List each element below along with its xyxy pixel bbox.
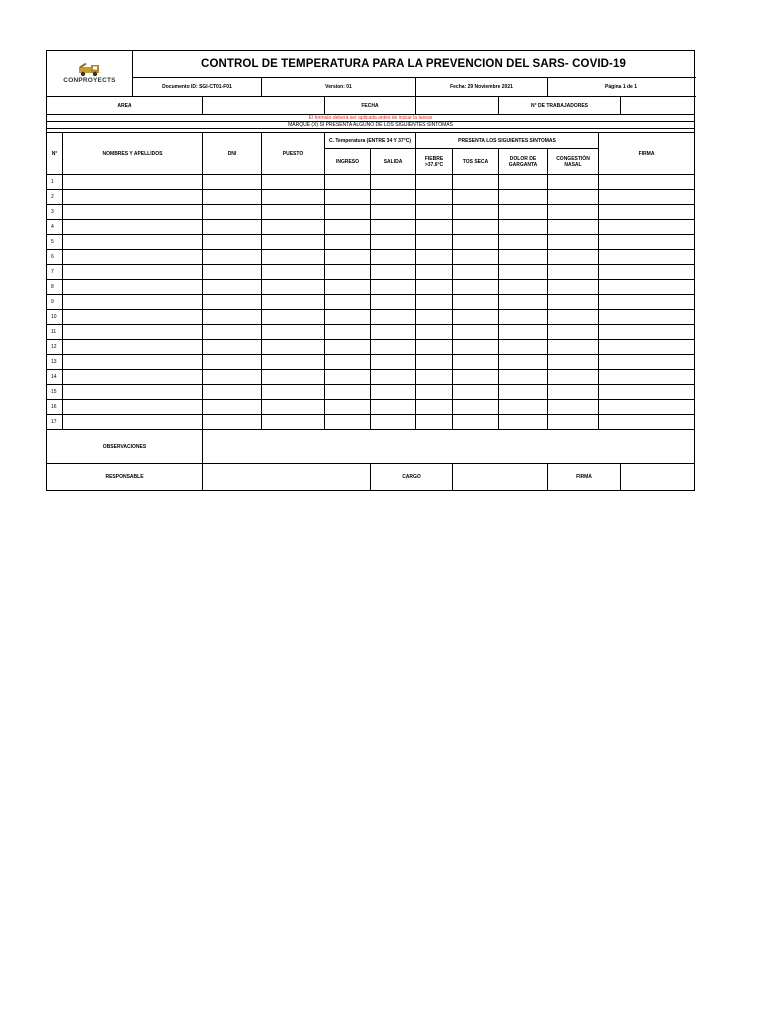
nasal-congestion-cell[interactable] [548, 235, 599, 250]
dry-cough-cell[interactable] [453, 355, 499, 370]
dni-cell[interactable] [203, 370, 262, 385]
row-number: 5 [47, 235, 63, 250]
row-number: 17 [47, 415, 63, 430]
table-row [47, 385, 695, 400]
dni-cell[interactable] [203, 310, 262, 325]
entry-temp-cell[interactable] [325, 310, 371, 325]
sore-throat-cell[interactable] [499, 220, 548, 235]
table-row [47, 250, 695, 265]
table-row [47, 325, 695, 340]
exit-temp-cell[interactable] [371, 325, 416, 340]
position-cell[interactable] [262, 400, 325, 415]
row-number: 2 [47, 190, 63, 205]
dry-cough-cell[interactable] [453, 415, 499, 430]
row-number: 11 [47, 325, 63, 340]
cargo-label: CARGO [371, 464, 453, 491]
sore-throat-cell[interactable] [499, 205, 548, 220]
col-dry-cough: TOS SECA [453, 149, 499, 175]
signature-cell[interactable] [599, 310, 695, 325]
dry-cough-cell[interactable] [453, 205, 499, 220]
names-cell[interactable] [63, 370, 203, 385]
nasal-congestion-cell[interactable] [548, 385, 599, 400]
col-entry: INGRESO [325, 149, 371, 175]
entry-temp-cell[interactable] [325, 400, 371, 415]
dry-cough-cell[interactable] [453, 235, 499, 250]
sore-throat-cell[interactable] [499, 370, 548, 385]
nasal-congestion-cell[interactable] [548, 250, 599, 265]
fever-cell[interactable] [416, 175, 453, 190]
dni-cell[interactable] [203, 205, 262, 220]
footer-signature-field[interactable] [621, 464, 695, 491]
position-cell[interactable] [262, 190, 325, 205]
nasal-congestion-cell[interactable] [548, 310, 599, 325]
entry-temp-cell[interactable] [325, 235, 371, 250]
names-cell[interactable] [63, 400, 203, 415]
names-cell[interactable] [63, 250, 203, 265]
dni-cell[interactable] [203, 175, 262, 190]
col-number: N° [47, 133, 63, 175]
sore-throat-cell[interactable] [499, 325, 548, 340]
nasal-congestion-cell[interactable] [548, 220, 599, 235]
table-row [47, 415, 695, 430]
dni-cell[interactable] [203, 400, 262, 415]
position-cell[interactable] [262, 325, 325, 340]
col-nasal-congestion [548, 149, 599, 175]
entry-temp-cell[interactable] [325, 250, 371, 265]
temperature-control-form [46, 50, 694, 491]
entry-temp-cell[interactable] [325, 325, 371, 340]
table-row [47, 355, 695, 370]
nasal-congestion-cell[interactable] [548, 190, 599, 205]
data-rows [47, 175, 695, 430]
position-cell[interactable] [262, 385, 325, 400]
row-number: 4 [47, 220, 63, 235]
entry-temp-cell[interactable] [325, 385, 371, 400]
exit-temp-cell[interactable] [371, 235, 416, 250]
sore-throat-cell[interactable] [499, 175, 548, 190]
exit-temp-cell[interactable] [371, 385, 416, 400]
fever-cell[interactable] [416, 235, 453, 250]
sore-throat-cell[interactable] [499, 400, 548, 415]
entry-temp-cell[interactable] [325, 220, 371, 235]
nasal-congestion-cell[interactable] [548, 355, 599, 370]
fever-cell[interactable] [416, 340, 453, 355]
names-cell[interactable] [63, 205, 203, 220]
sore-throat-cell[interactable] [499, 415, 548, 430]
nasal-congestion-cell[interactable] [548, 325, 599, 340]
position-cell[interactable] [262, 415, 325, 430]
table-row [47, 400, 695, 415]
responsible-field[interactable] [203, 464, 371, 491]
entry-temp-cell[interactable] [325, 190, 371, 205]
signature-cell[interactable] [599, 400, 695, 415]
exit-temp-cell[interactable] [371, 310, 416, 325]
dni-cell[interactable] [203, 325, 262, 340]
fever-cell[interactable] [416, 205, 453, 220]
dni-cell[interactable] [203, 250, 262, 265]
document-id: Documento ID: SGI-CT01-F01 [133, 78, 262, 97]
table-row [47, 370, 695, 385]
dni-cell[interactable] [203, 415, 262, 430]
sore-throat-cell[interactable] [499, 265, 548, 280]
row-number: 10 [47, 310, 63, 325]
table-row [47, 265, 695, 280]
observations-field[interactable] [203, 430, 695, 464]
position-cell[interactable] [262, 340, 325, 355]
cargo-field[interactable] [453, 464, 548, 491]
table-row [47, 175, 695, 190]
row-number: 15 [47, 385, 63, 400]
area-label: AREA [47, 97, 203, 115]
row-number: 14 [47, 370, 63, 385]
observations-label: OBSERVACIONES [47, 430, 203, 464]
names-cell[interactable] [63, 235, 203, 250]
sore-throat-cell[interactable] [499, 340, 548, 355]
fever-cell[interactable] [416, 295, 453, 310]
signature-cell[interactable] [599, 370, 695, 385]
names-cell[interactable] [63, 295, 203, 310]
position-cell[interactable] [262, 250, 325, 265]
signature-cell[interactable] [599, 175, 695, 190]
col-fever-line1: FIEBRE [424, 155, 444, 162]
col-symptoms-group: PRESENTA LOS SIGUIENTES SINTOMAS [416, 133, 599, 149]
fever-cell[interactable] [416, 220, 453, 235]
form-table [46, 50, 695, 491]
dry-cough-cell[interactable] [453, 325, 499, 340]
footer-signature-label: FIRMA [548, 464, 621, 491]
position-cell[interactable] [262, 265, 325, 280]
entry-temp-cell[interactable] [325, 280, 371, 295]
entry-temp-cell[interactable] [325, 340, 371, 355]
position-cell[interactable] [262, 235, 325, 250]
form-title: CONTROL DE TEMPERATURA PARA LA PREVENCION DEL SARS- COVID-19 [133, 51, 695, 78]
row-number: 16 [47, 400, 63, 415]
table-row [47, 220, 695, 235]
fever-cell[interactable] [416, 415, 453, 430]
dry-cough-cell[interactable] [453, 385, 499, 400]
sore-throat-cell[interactable] [499, 355, 548, 370]
table-row [47, 340, 695, 355]
col-sore-throat [499, 149, 548, 175]
entry-temp-cell[interactable] [325, 175, 371, 190]
version: Version: 01 [262, 78, 416, 97]
dni-cell[interactable] [203, 190, 262, 205]
signature-cell[interactable] [599, 250, 695, 265]
signature-cell[interactable] [599, 190, 695, 205]
nasal-congestion-cell[interactable] [548, 265, 599, 280]
signature-cell[interactable] [599, 235, 695, 250]
col-nasal-line2: NASAL [564, 161, 582, 168]
dry-cough-cell[interactable] [453, 280, 499, 295]
signature-cell[interactable] [599, 325, 695, 340]
sore-throat-cell[interactable] [499, 385, 548, 400]
names-cell[interactable] [63, 190, 203, 205]
position-cell[interactable] [262, 220, 325, 235]
fever-cell[interactable] [416, 280, 453, 295]
col-fever-line2: >37.6°C [424, 161, 444, 168]
nasal-congestion-cell[interactable] [548, 280, 599, 295]
nasal-congestion-cell[interactable] [548, 370, 599, 385]
fever-cell[interactable] [416, 190, 453, 205]
position-cell[interactable] [262, 205, 325, 220]
dni-cell[interactable] [203, 280, 262, 295]
col-names: NOMBRES Y APELLIDOS [63, 133, 203, 175]
fever-cell[interactable] [416, 250, 453, 265]
entry-temp-cell[interactable] [325, 205, 371, 220]
exit-temp-cell[interactable] [371, 220, 416, 235]
signature-cell[interactable] [599, 220, 695, 235]
names-cell[interactable] [63, 355, 203, 370]
exit-temp-cell[interactable] [371, 175, 416, 190]
names-cell[interactable] [63, 265, 203, 280]
signature-cell[interactable] [599, 355, 695, 370]
row-number: 3 [47, 205, 63, 220]
construction-vehicle-logo-icon [77, 63, 103, 77]
dni-cell[interactable] [203, 220, 262, 235]
dni-cell[interactable] [203, 340, 262, 355]
position-cell[interactable] [262, 310, 325, 325]
exit-temp-cell[interactable] [371, 295, 416, 310]
entry-temp-cell[interactable] [325, 295, 371, 310]
signature-cell[interactable] [599, 295, 695, 310]
dry-cough-cell[interactable] [453, 190, 499, 205]
exit-temp-cell[interactable] [371, 400, 416, 415]
row-number: 6 [47, 250, 63, 265]
fever-cell[interactable] [416, 265, 453, 280]
dry-cough-cell[interactable] [453, 400, 499, 415]
table-row [47, 310, 695, 325]
fever-cell[interactable] [416, 310, 453, 325]
sore-throat-cell[interactable] [499, 235, 548, 250]
sore-throat-cell[interactable] [499, 310, 548, 325]
nasal-congestion-cell[interactable] [548, 340, 599, 355]
sore-throat-cell[interactable] [499, 295, 548, 310]
workers-count-label: N° DE TRABAJADORES [499, 97, 621, 115]
company-name: CONPROYECTS [63, 77, 116, 84]
instruction-text: MARQUE (X) SI PRESENTA ALGUNO DE LOS SIGUIENTES SINTOMAS [47, 122, 695, 129]
table-row [47, 295, 695, 310]
entry-temp-cell[interactable] [325, 265, 371, 280]
nasal-congestion-cell[interactable] [548, 400, 599, 415]
entry-temp-cell[interactable] [325, 355, 371, 370]
row-number: 12 [47, 340, 63, 355]
col-exit: SALIDA [371, 149, 416, 175]
nasal-congestion-cell[interactable] [548, 415, 599, 430]
dry-cough-cell[interactable] [453, 265, 499, 280]
row-number: 9 [47, 295, 63, 310]
names-cell[interactable] [63, 175, 203, 190]
dni-cell[interactable] [203, 385, 262, 400]
exit-temp-cell[interactable] [371, 250, 416, 265]
exit-temp-cell[interactable] [371, 265, 416, 280]
signature-cell[interactable] [599, 205, 695, 220]
dry-cough-cell[interactable] [453, 310, 499, 325]
table-row [47, 205, 695, 220]
position-cell[interactable] [262, 295, 325, 310]
fecha-field[interactable] [416, 97, 499, 115]
exit-temp-cell[interactable] [371, 415, 416, 430]
names-cell[interactable] [63, 325, 203, 340]
col-nasal-line1: CONGESTIÓN [556, 155, 590, 162]
col-temperature-group: C. Temperatura (ENTRE 34 Y 37°C) [325, 133, 416, 149]
dni-cell[interactable] [203, 265, 262, 280]
workers-count-field[interactable] [621, 97, 695, 115]
fever-cell[interactable] [416, 355, 453, 370]
signature-cell[interactable] [599, 280, 695, 295]
nasal-congestion-cell[interactable] [548, 175, 599, 190]
nasal-congestion-cell[interactable] [548, 205, 599, 220]
fecha-label: FECHA [325, 97, 416, 115]
responsible-label: RESPONSABLE [47, 464, 203, 491]
names-cell[interactable] [63, 415, 203, 430]
sore-throat-cell[interactable] [499, 280, 548, 295]
fever-cell[interactable] [416, 370, 453, 385]
exit-temp-cell[interactable] [371, 190, 416, 205]
entry-temp-cell[interactable] [325, 370, 371, 385]
exit-temp-cell[interactable] [371, 280, 416, 295]
col-sore-throat-line2: GARGANTA [508, 161, 538, 168]
col-fever [416, 149, 453, 175]
fever-cell[interactable] [416, 400, 453, 415]
signature-cell[interactable] [599, 265, 695, 280]
dni-cell[interactable] [203, 355, 262, 370]
position-cell[interactable] [262, 280, 325, 295]
dry-cough-cell[interactable] [453, 175, 499, 190]
col-sore-throat-line1: DOLOR DE [509, 155, 537, 162]
table-row [47, 235, 695, 250]
exit-temp-cell[interactable] [371, 355, 416, 370]
signature-cell[interactable] [599, 340, 695, 355]
exit-temp-cell[interactable] [371, 340, 416, 355]
dry-cough-cell[interactable] [453, 250, 499, 265]
area-field[interactable] [203, 97, 325, 115]
nasal-congestion-cell[interactable] [548, 295, 599, 310]
dni-cell[interactable] [203, 295, 262, 310]
table-row [47, 190, 695, 205]
row-number: 7 [47, 265, 63, 280]
date: Fecha: 29 Noviembre 2021 [416, 78, 548, 97]
sore-throat-cell[interactable] [499, 190, 548, 205]
names-cell[interactable] [63, 310, 203, 325]
col-dni: DNI [203, 133, 262, 175]
notice-text: El formato deberá ser aplicada antes de iniciar la tareas [47, 115, 695, 122]
table-row [47, 280, 695, 295]
col-signature: FIRMA [599, 133, 695, 175]
col-position: PUESTO [262, 133, 325, 175]
position-cell[interactable] [262, 175, 325, 190]
sore-throat-cell[interactable] [499, 250, 548, 265]
row-number: 1 [47, 175, 63, 190]
logo-cell [47, 51, 133, 97]
entry-temp-cell[interactable] [325, 415, 371, 430]
row-number: 8 [47, 280, 63, 295]
position-cell[interactable] [262, 355, 325, 370]
exit-temp-cell[interactable] [371, 370, 416, 385]
row-number: 13 [47, 355, 63, 370]
fever-cell[interactable] [416, 325, 453, 340]
dry-cough-cell[interactable] [453, 370, 499, 385]
names-cell[interactable] [63, 385, 203, 400]
position-cell[interactable] [262, 370, 325, 385]
names-cell[interactable] [63, 280, 203, 295]
dry-cough-cell[interactable] [453, 220, 499, 235]
names-cell[interactable] [63, 220, 203, 235]
dni-cell[interactable] [203, 235, 262, 250]
signature-cell[interactable] [599, 385, 695, 400]
dry-cough-cell[interactable] [453, 295, 499, 310]
names-cell[interactable] [63, 340, 203, 355]
dry-cough-cell[interactable] [453, 340, 499, 355]
exit-temp-cell[interactable] [371, 205, 416, 220]
page-number: Página 1 de 1 [548, 78, 695, 97]
fever-cell[interactable] [416, 385, 453, 400]
signature-cell[interactable] [599, 415, 695, 430]
